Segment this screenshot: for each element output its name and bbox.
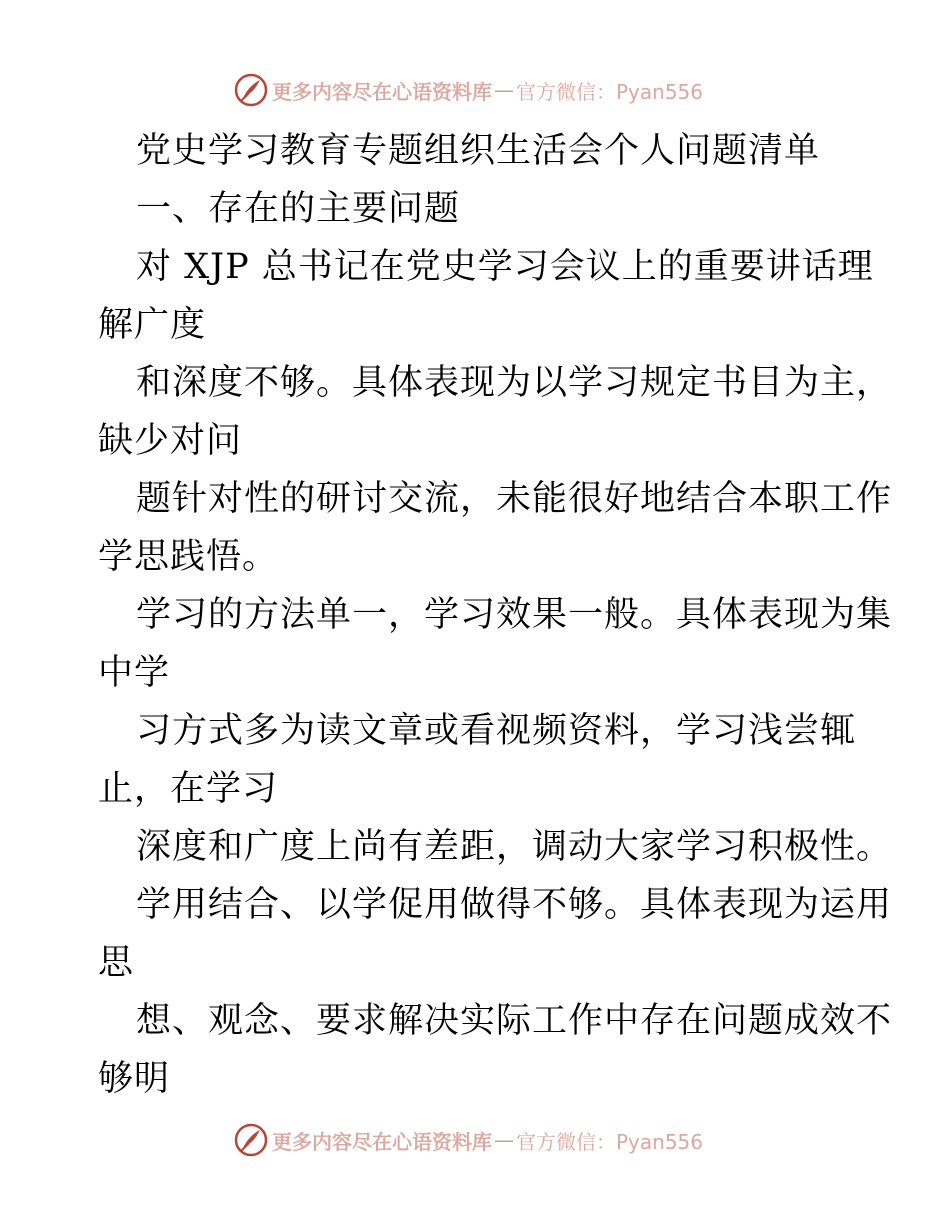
watermark-site-text: 更多内容尽在心语资料库: [272, 79, 492, 104]
watermark-separator: —: [494, 1128, 514, 1152]
watermark-wechat-text: 官方微信：Pyan556: [516, 79, 704, 104]
paragraph-line: 题针对性的研讨交流，未能很好地结合本职工作: [136, 479, 893, 519]
watermark-content: [234, 1122, 703, 1158]
paragraph-line: 习方式多为读文章或看视频资料，学习浅尝辄: [136, 711, 857, 751]
paragraph-line: 想、观念、要求解决实际工作中存在问题成效不: [136, 1001, 893, 1041]
quill-logo-icon: [234, 73, 268, 107]
document-title: 党史学习教育专题组织生活会个人问题清单: [136, 131, 821, 171]
quill-logo-icon: [234, 1123, 268, 1157]
watermark-wechat-text: 官方微信：Pyan556: [516, 1129, 704, 1154]
section-heading: 一、存在的主要问题: [136, 189, 461, 229]
paragraph-line: 解广度: [98, 305, 207, 345]
paragraph-line: 学思践悟。: [98, 537, 279, 577]
watermark-banner-bottom: [0, 1120, 950, 1160]
paragraph-line: 学习的方法单一，学习效果一般。具体表现为集: [136, 595, 893, 635]
paragraph-line: 中学: [98, 653, 171, 693]
watermark-separator: —: [494, 78, 514, 102]
watermark-content: [234, 72, 703, 108]
paragraph-line: 缺少对问: [98, 421, 243, 461]
paragraph-line: 学用结合、以学促用做得不够。具体表现为运用: [136, 885, 893, 925]
watermark-site-text: 更多内容尽在心语资料库: [272, 1129, 492, 1154]
paragraph-line: 够明: [98, 1059, 171, 1099]
document-body: [98, 122, 893, 1108]
paragraph-line: 止，在学习: [98, 769, 279, 809]
paragraph-line: 和深度不够。具体表现为以学习规定书目为主，: [136, 363, 893, 403]
watermark-banner-top: [0, 70, 950, 110]
paragraph-line: 思: [98, 943, 135, 983]
paragraph-line: 深度和广度上尚有差距，调动大家学习积极性。: [136, 827, 893, 867]
paragraph-line: 对 XJP 总书记在党史学习会议上的重要讲话理: [136, 247, 874, 287]
